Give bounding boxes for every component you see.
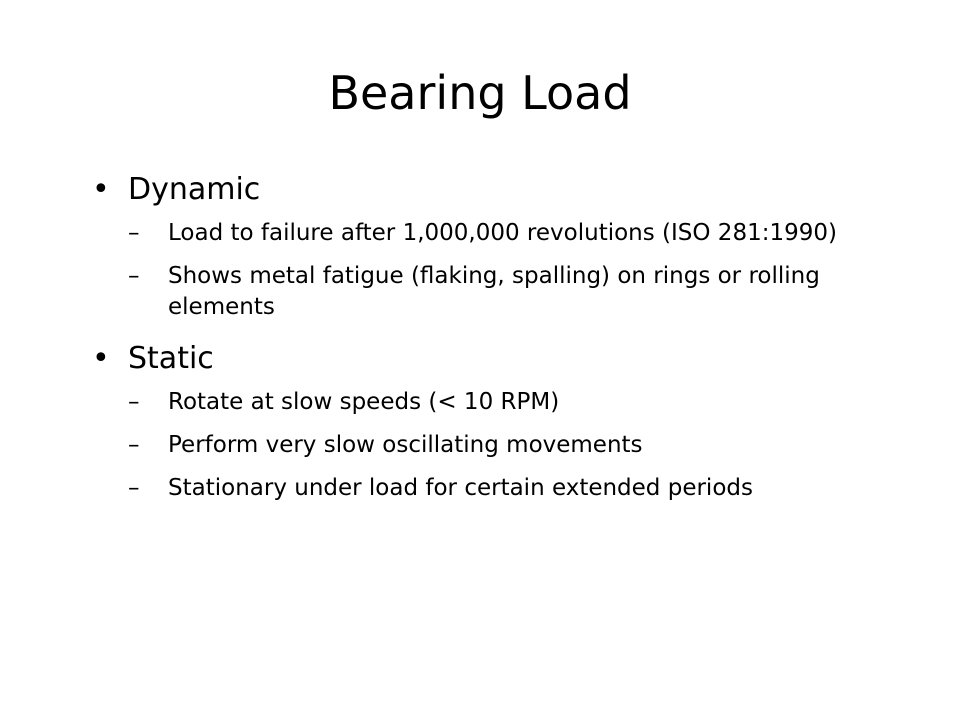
sub-bullet-text: Shows metal fatigue (flaking, spalling) on rings or rolling elements (168, 263, 820, 320)
dash-icon: – (128, 220, 140, 246)
sub-bullet-item (128, 473, 908, 504)
sub-bullet-list (128, 387, 912, 504)
sub-bullet-text: Rotate at slow speeds (< 10 RPM) (168, 389, 560, 415)
bullet-dot-icon: • (92, 341, 110, 376)
sub-bullet-text: Stationary under load for certain extended periods (168, 475, 753, 501)
bullet-list (92, 168, 912, 516)
slide-title: Bearing Load (328, 66, 632, 120)
sub-bullet-list (128, 218, 912, 323)
sub-bullet-item (128, 387, 908, 418)
sub-bullet-item (128, 261, 908, 323)
dash-icon: – (128, 263, 140, 289)
sub-bullet-item (128, 218, 908, 249)
bullet-heading: Dynamic (128, 172, 261, 207)
bullet-dot-icon: • (92, 172, 110, 207)
bullet-static (92, 337, 912, 504)
sub-bullet-text: Perform very slow oscillating movements (168, 432, 643, 458)
dash-icon: – (128, 475, 140, 501)
dash-icon: – (128, 389, 140, 415)
sub-bullet-text: Load to failure after 1,000,000 revolutions (ISO 281:1990) (168, 220, 837, 246)
sub-bullet-item (128, 430, 908, 461)
bullet-heading: Static (128, 341, 214, 376)
bullet-dynamic (92, 168, 912, 323)
dash-icon: – (128, 432, 140, 458)
